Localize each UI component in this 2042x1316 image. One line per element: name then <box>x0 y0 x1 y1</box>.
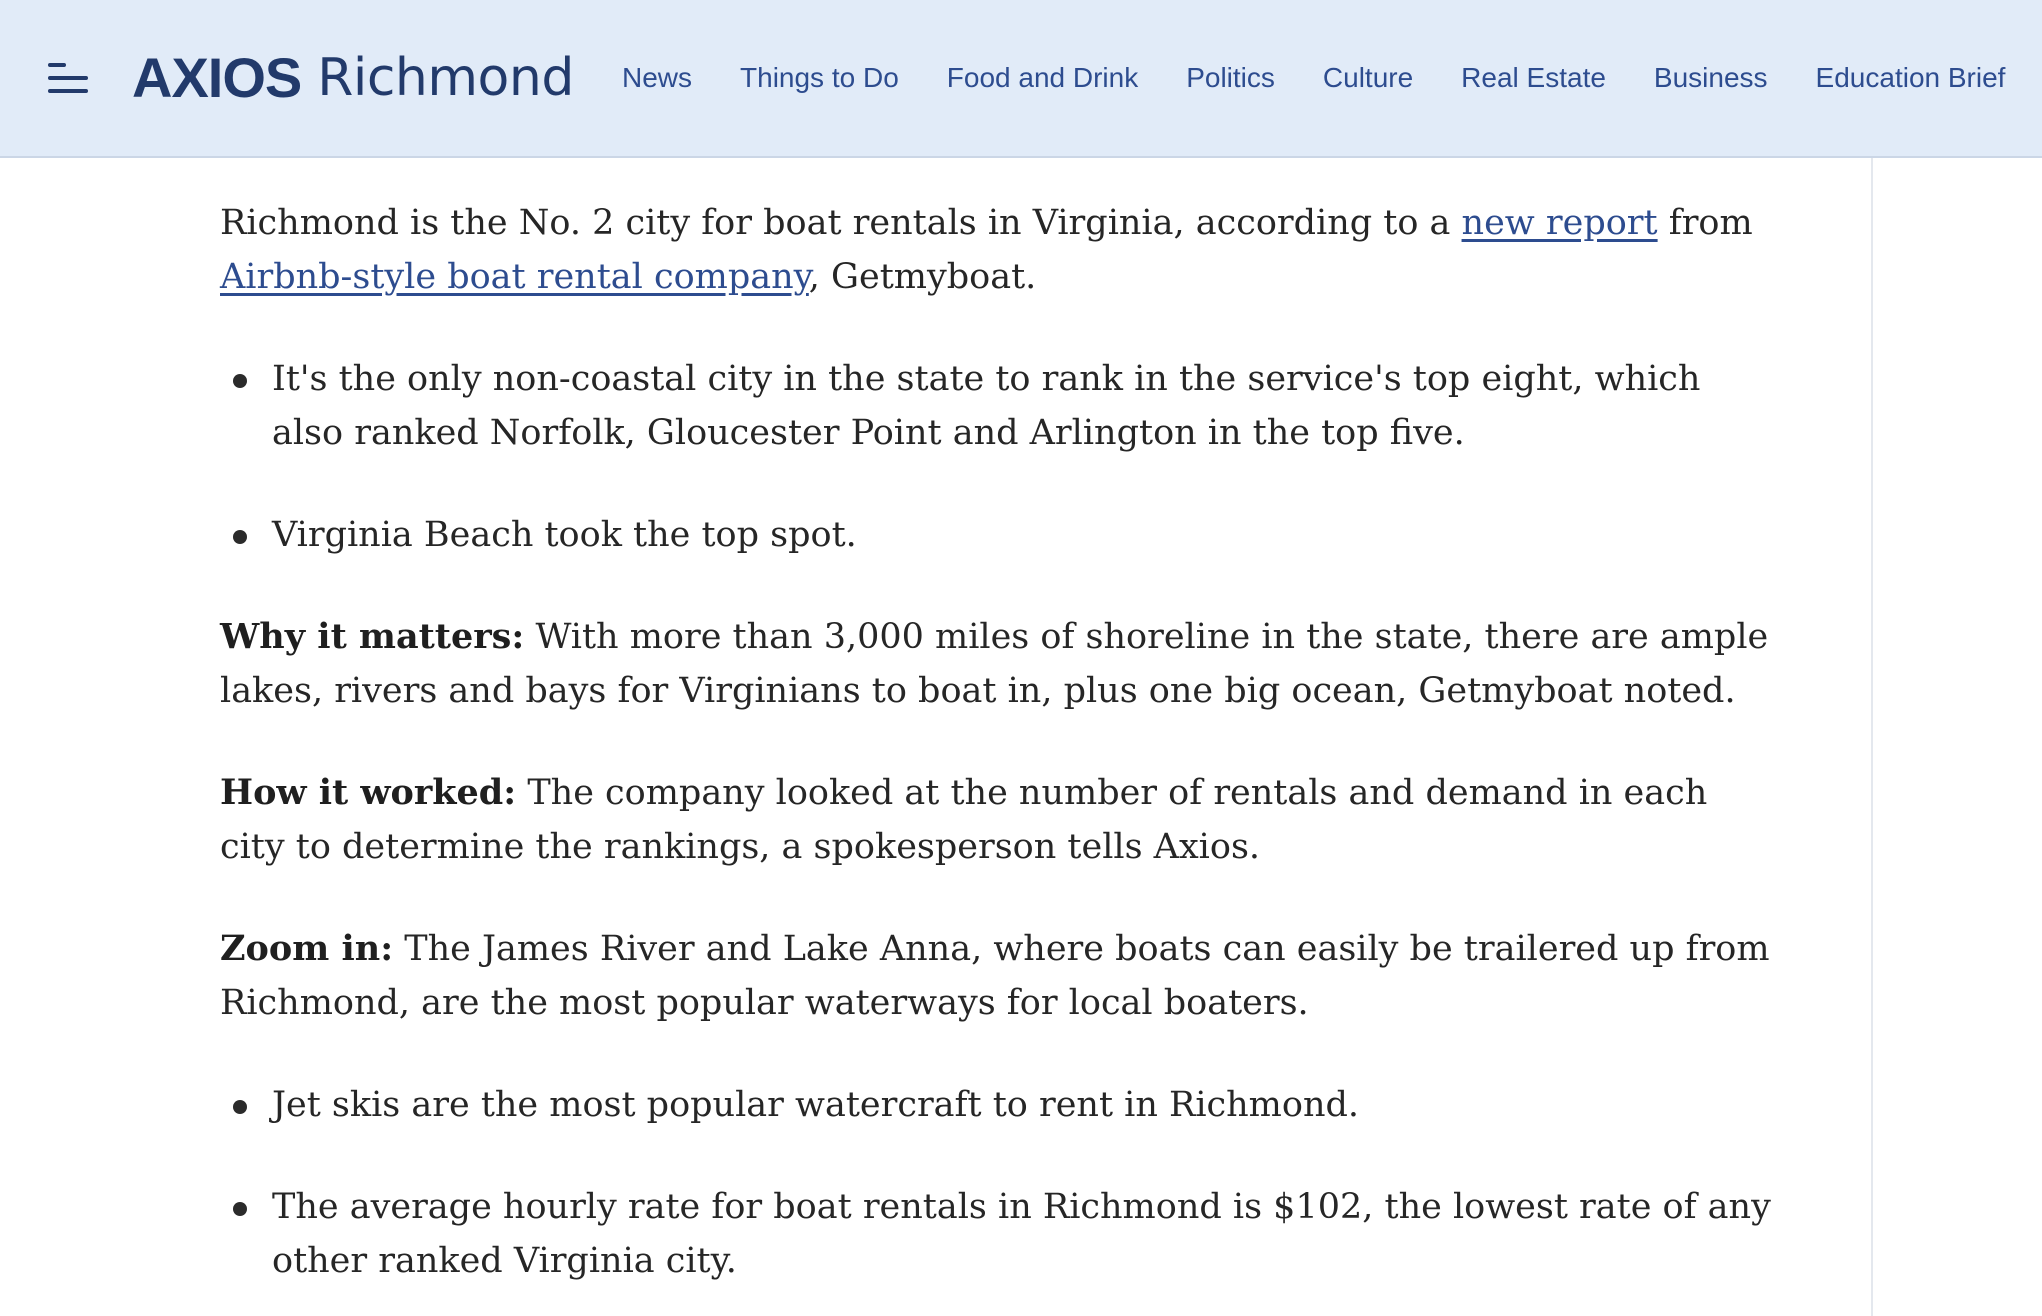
why-it-matters-paragraph <box>220 610 1780 718</box>
list-item-text: It's the only non-coastal city in the state to rank in the service's top eight, which also ranked Norfolk, Gloucester Point and Arlington in the top five. <box>272 359 1701 453</box>
sidebar-divider <box>1871 158 1873 1316</box>
how-it-worked-paragraph <box>220 766 1780 874</box>
nav-item-culture[interactable]: Culture <box>1322 62 1414 93</box>
site-logo[interactable] <box>132 46 574 110</box>
list-item <box>220 508 1780 562</box>
ranking-bullets <box>220 352 1780 562</box>
bullet-icon <box>233 530 247 544</box>
zoom-in-lead: Zoom in: <box>220 928 394 969</box>
richmond-bullets <box>220 1078 1780 1288</box>
list-item <box>220 1078 1780 1132</box>
how-it-worked-text: The company looked at the number of rentals and demand in each city to determine the rankings, a spokesperson tells Axios. <box>220 773 1708 867</box>
list-item <box>220 1180 1780 1288</box>
zoom-in-paragraph <box>220 922 1780 1030</box>
bullet-icon <box>233 1202 247 1216</box>
intro-text: Richmond is the No. 2 city for boat rentals in Virginia, according to a <box>220 203 1462 243</box>
list-item-text: Jet skis are the most popular watercraft to rent in Richmond. <box>272 1085 1360 1125</box>
nav-item-business[interactable]: Business <box>1653 62 1768 93</box>
nav-item-news[interactable]: News <box>622 62 693 93</box>
intro-text-middle: from <box>1657 203 1753 243</box>
nav-item-politics[interactable]: Politics <box>1186 62 1275 93</box>
intro-paragraph <box>220 196 1780 304</box>
why-it-matters-text: With more than 3,000 miles of shoreline in the state, there are ample lakes, rivers and bays for Virginians to boat in, plus one big ocean, Getmyboat noted. <box>220 617 1769 711</box>
why-it-matters-lead: Why it matters: <box>220 616 525 657</box>
how-it-worked-lead: How it worked: <box>220 772 517 813</box>
article-body <box>220 196 1780 1316</box>
bullet-icon <box>233 1100 247 1114</box>
zoom-in-text: The James River and Lake Anna, where boats can easily be trailered up from Richmond, are the most popular waterways for local boaters. <box>220 929 1770 1023</box>
new-report-link[interactable]: new report <box>1461 203 1658 243</box>
boat-rental-company-link[interactable]: Airbnb-style boat rental company <box>220 257 809 297</box>
main-nav <box>622 58 2042 98</box>
bullet-icon <box>233 374 247 388</box>
hamburger-menu-icon[interactable] <box>46 58 90 98</box>
brand-city-name: Richmond <box>317 48 574 108</box>
axios-wordmark: AXIOS <box>132 46 302 109</box>
nav-item-things-to-do[interactable]: Things to Do <box>740 62 899 93</box>
list-item <box>220 352 1780 460</box>
site-header <box>0 0 2042 158</box>
list-item-text: Virginia Beach took the top spot. <box>272 515 857 555</box>
list-item-text: The average hourly rate for boat rentals in Richmond is $102, the lowest rate of any other ranked Virginia city. <box>272 1187 1771 1281</box>
intro-text-end: , Getmyboat. <box>808 257 1037 297</box>
nav-item-food-and-drink[interactable]: Food and Drink <box>946 62 1139 93</box>
nav-item-real-estate[interactable]: Real Estate <box>1461 62 1606 93</box>
nav-item-education-brief[interactable]: Education Brief <box>1815 62 2006 93</box>
